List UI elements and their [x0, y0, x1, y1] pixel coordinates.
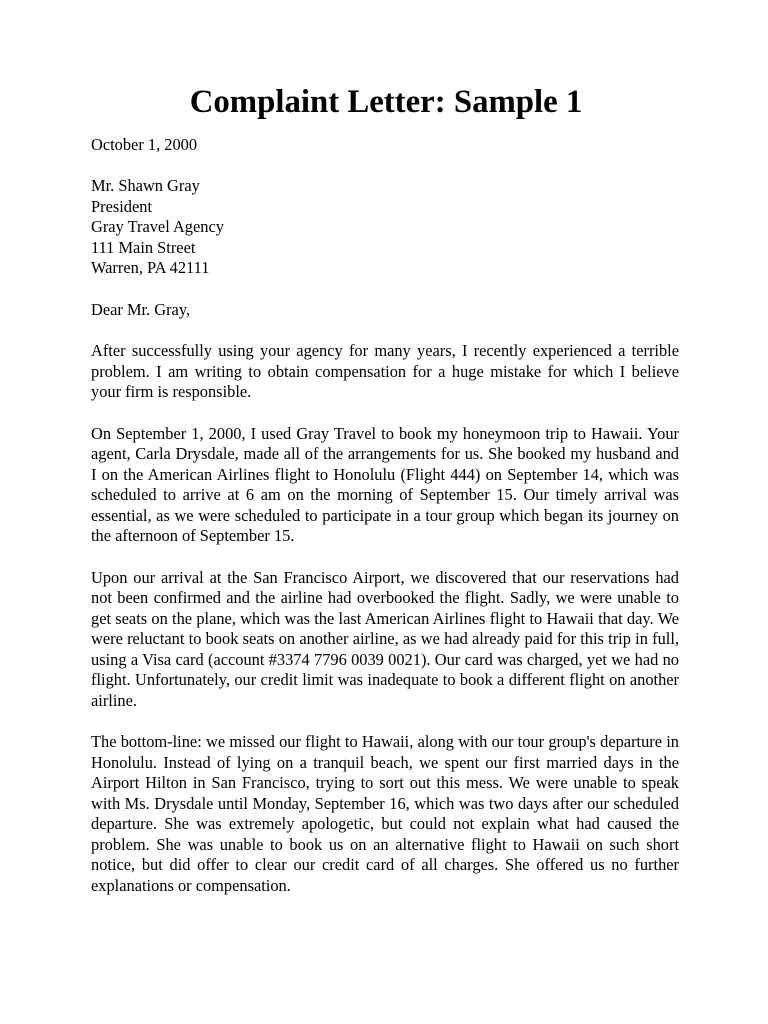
body-paragraph-1: After successfully using your agency for many years, I recently experienced a terrible problem. I am writing to obtain compensation for a huge mistake for which I believe your firm is responsible.: [91, 341, 679, 401]
recipient-address: [91, 176, 679, 279]
recipient-street: 111 Main Street: [91, 237, 196, 257]
recipient-city: Warren, PA 42111: [91, 258, 210, 277]
recipient-company: Gray Travel Agency: [91, 217, 224, 236]
letter-title: Complaint Letter: Sample 1: [189, 84, 583, 120]
letter-page: [91, 84, 679, 896]
body-paragraph-2: On September 1, 2000, I used Gray Travel to book my honeymoon trip to Hawaii. Your agent, Carla Drysdale, made all of the arrangements for us. She booked my husband and I on the American Airlines flight to Honolulu (Flight 444) on September 14, which was scheduled to arrive at 6 am on the morning of September 15. Our timely arrival was essential, as we were scheduled to participate in a tour group which began its journey on the afternoon of September 15.: [91, 423, 679, 545]
recipient-position: President: [91, 196, 153, 216]
body-paragraph-4: The bottom-line: we missed our flight to Hawaii, along with our tour group's departure in Honolulu. Instead of lying on a tranquil beach, we spent our first married days in the Airport Hilton in San Francisco, trying to sort out this mess. We were unable to speak with Ms. Drysdale until Monday, September 16, which was two days after our scheduled departure. She was extremely apologetic, but could not explain what had caused the problem. She was unable to book us on an alternative flight to Hawaii on such short notice, but did offer to clear our credit card of all charges. She offered us no further explanations or compensation.: [91, 732, 679, 895]
letter-date: October 1, 2000: [91, 134, 198, 154]
salutation: Dear Mr. Gray,: [91, 299, 191, 319]
body-paragraph-3: Upon our arrival at the San Francisco Airport, we discovered that our reservations had not been confirmed and the airline had overbooked the flight. Sadly, we were unable to get seats on the plane, which was the last American Airlines flight to Hawaii that day. We were reluctant to book seats on another airline, as we had already paid for this trip in full, using a Visa card (account #3374 7796 0039 0021). Our card was charged, yet we had no flight. Unfortunately, our credit limit was inadequate to book a different flight on another airline.: [91, 567, 679, 710]
recipient-name: Mr. Shawn Gray: [91, 176, 200, 195]
